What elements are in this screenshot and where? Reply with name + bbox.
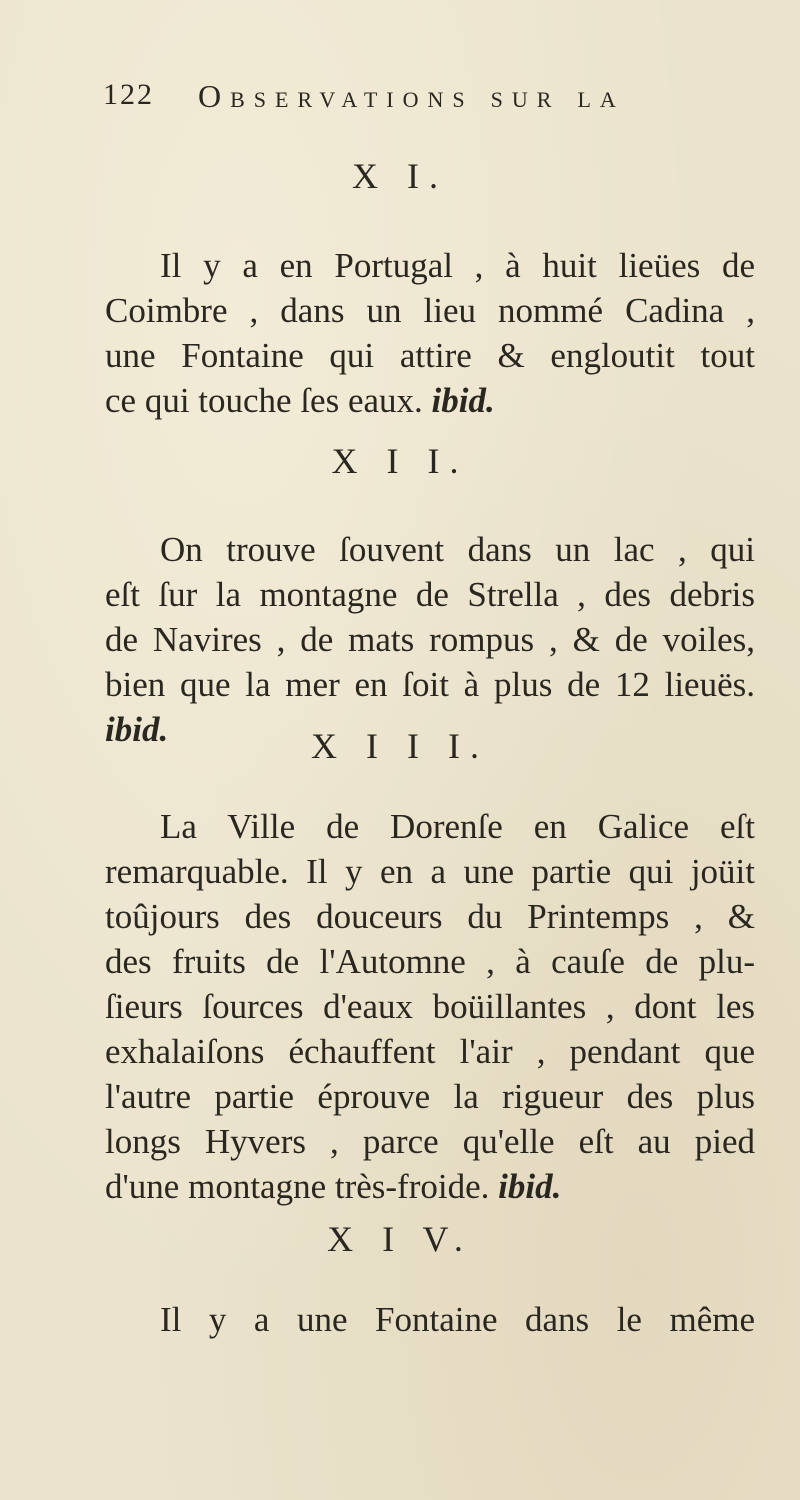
section-number-xiv: X I V. — [327, 1219, 473, 1259]
text-line: de Navires , de mats rompus , & de voiles, — [105, 620, 755, 659]
text-line: On trouve ſouvent dans un lac , qui — [160, 530, 755, 569]
text-line: d'une montagne très-froide. — [105, 1167, 490, 1206]
text-line: bien que la mer en ſoit à plus de 12 lieuës. — [105, 665, 755, 704]
text-line: La Ville de Dorenſe en Galice eſt — [160, 807, 755, 846]
text-line: Coimbre , dans un lieu nommé Cadina , — [105, 291, 755, 330]
text-line: longs Hyvers , parce qu'elle eſt au pied — [105, 1122, 755, 1161]
text-line: Il y a une Fontaine dans le même — [160, 1300, 755, 1339]
text-line: toûjours des douceurs du Printemps , & — [105, 897, 755, 936]
text-line: Il y a en Portugal , à huit lieües de — [160, 246, 755, 285]
text-line: remarquable. Il y en a une partie qui joüit — [105, 852, 755, 891]
paragraph-xi — [105, 243, 755, 423]
text-line: ce qui touche ſes eaux. — [105, 381, 423, 420]
text-line: une Fontaine qui attire & engloutit tout — [105, 336, 755, 375]
running-head — [103, 78, 693, 118]
paragraph-xiii — [105, 804, 755, 1209]
paragraph-xii — [105, 527, 755, 752]
source-note: ibid. — [105, 710, 169, 749]
section-number-xiii: X I I I. — [311, 726, 489, 766]
text-line: l'autre partie éprouve la rigueur des plus — [105, 1077, 755, 1116]
source-note: ibid. — [498, 1167, 562, 1206]
page-number: 122 — [103, 78, 154, 111]
section-number-xii: X I I. — [331, 441, 469, 481]
section-number-xi: X I. — [352, 156, 448, 196]
paragraph-xiv — [105, 1297, 755, 1342]
text-line-with-source — [105, 1164, 755, 1209]
source-note: ibid. — [431, 381, 495, 420]
text-line: eſt ſur la montagne de Strella , des debris — [105, 575, 755, 614]
running-title: Observations sur la — [198, 78, 625, 114]
text-line: exhalaiſons échauffent l'air , pendant que — [105, 1032, 755, 1071]
text-line-with-source — [105, 378, 755, 423]
text-line: des fruits de l'Automne , à cauſe de plu- — [105, 942, 755, 981]
text-line: ſieurs ſources d'eaux boüillantes , dont les — [105, 987, 755, 1026]
